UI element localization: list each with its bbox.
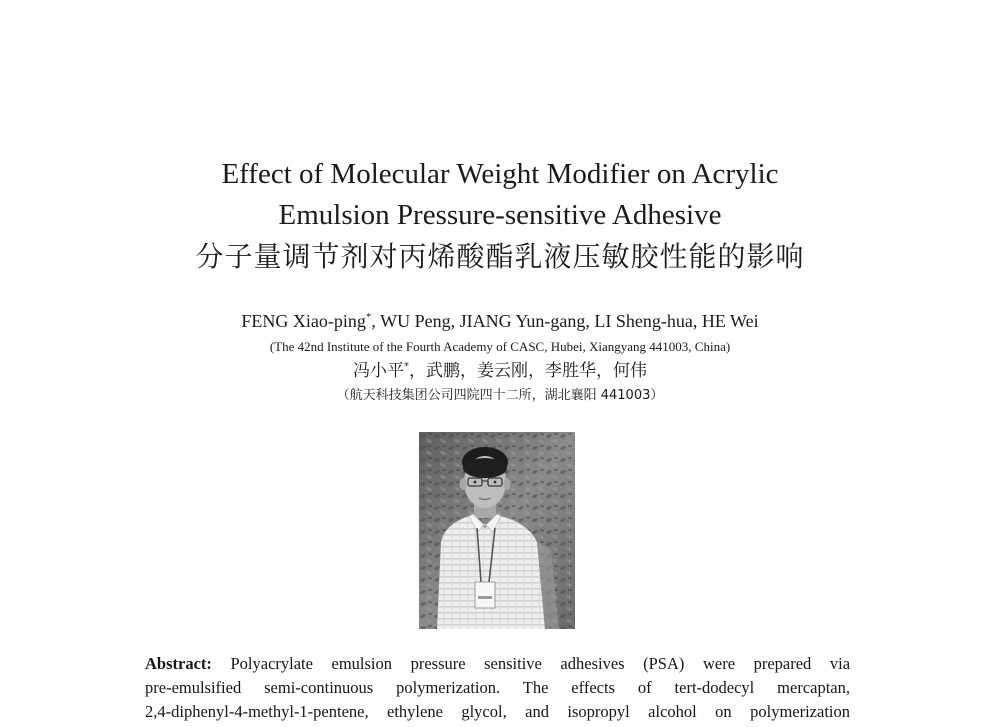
abstract-line-3: 2,4-diphenyl-4-methyl-1-pentene, ethylene glycol, and isopropyl alcohol on polymerization xyxy=(145,702,850,721)
corresponding-author-en: FENG Xiao-ping xyxy=(241,311,366,331)
corresponding-author-mark-cn: * xyxy=(404,361,409,372)
corresponding-author-mark-en: * xyxy=(365,311,372,323)
coauthors-en: , WU Peng, JIANG Yun-gang, LI Sheng-hua, HE Wei xyxy=(371,311,759,331)
author-list-en xyxy=(0,309,1000,333)
paper-title-cn: 分子量调节剂对丙烯酸酯乳液压敏胶性能的影响 xyxy=(195,240,805,273)
coauthors-cn: ，武鹏，姜云刚，李胜华，何伟 xyxy=(409,361,647,381)
author-photo-image xyxy=(419,432,575,629)
abstract-text-1: Polyacrylate emulsion pressure sensitive adhesives (PSA) were prepared via xyxy=(230,654,851,673)
abstract xyxy=(145,652,850,724)
abstract-line-2: pre-emulsified semi-continuous polymerization. The effects of tert-dodecyl mercaptan, xyxy=(145,678,850,697)
affiliation-cn: （航天科技集团公司四院四十二所，湖北襄阳 441003） xyxy=(336,388,664,403)
paper-title-en-line-1: Effect of Molecular Weight Modifier on Acrylic xyxy=(221,158,779,190)
author-list-cn xyxy=(0,359,1000,383)
abstract-label: Abstract: xyxy=(145,654,212,673)
affiliation-en: (The 42nd Institute of the Fourth Academy of CASC, Hubei, Xiangyang 441003, China) xyxy=(269,339,731,354)
author-photo xyxy=(419,432,575,629)
corresponding-author-cn: 冯小平 xyxy=(353,361,404,381)
abstract-line-1 xyxy=(145,652,850,676)
paper-title-en-line-2: Emulsion Pressure-sensitive Adhesive xyxy=(278,199,722,231)
